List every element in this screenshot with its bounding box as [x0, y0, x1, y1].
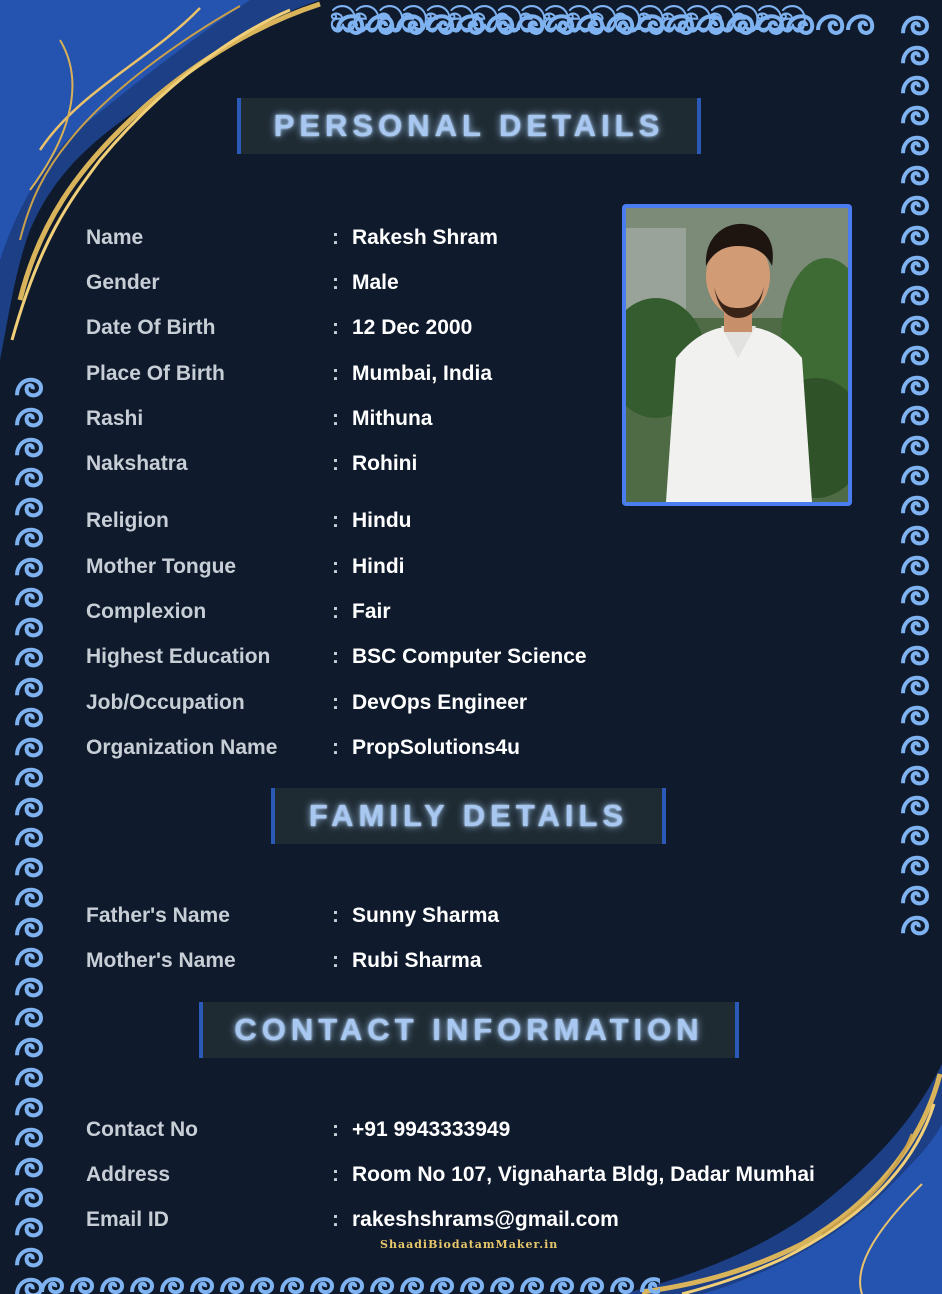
personal-detail-value: Hindu	[352, 509, 412, 532]
personal-detail-value: PropSolutions4u	[352, 736, 520, 759]
separator-colon: :	[332, 316, 339, 339]
personal-detail-label: Mother Tongue	[86, 555, 237, 578]
contact-detail-value: Room No 107, Vignaharta Bldg, Dadar Mumhai	[352, 1163, 815, 1186]
personal-detail-label: Place Of Birth	[86, 362, 225, 385]
personal-detail-row	[86, 733, 520, 763]
separator-colon: :	[332, 736, 339, 759]
personal-detail-value: Mithuna	[352, 407, 433, 430]
personal-detail-label: Nakshatra	[86, 452, 188, 475]
personal-detail-row	[86, 449, 417, 479]
personal-detail-label: Name	[86, 226, 144, 249]
personal-detail-label: Gender	[86, 271, 160, 294]
family-detail-label: Father's Name	[86, 904, 230, 927]
swirl-border-icon	[334, 6, 894, 40]
swirl-border-icon	[40, 1274, 660, 1294]
separator-colon: :	[332, 407, 339, 430]
separator-colon: :	[332, 271, 339, 294]
family-detail-label: Mother's Name	[86, 949, 236, 972]
contact-detail-row	[86, 1115, 510, 1145]
separator-colon: :	[332, 691, 339, 714]
personal-detail-row	[86, 688, 527, 718]
section-title-contact: CONTACT INFORMATION	[199, 1002, 739, 1058]
personal-detail-value: Fair	[352, 600, 391, 623]
personal-detail-label: Highest Education	[86, 645, 271, 668]
personal-detail-row	[86, 642, 587, 672]
separator-colon: :	[332, 904, 339, 927]
separator-colon: :	[332, 555, 339, 578]
personal-detail-label: Religion	[86, 509, 169, 532]
personal-detail-label: Organization Name	[86, 736, 278, 759]
separator-colon: :	[332, 600, 339, 623]
personal-detail-row	[86, 506, 411, 536]
personal-detail-row	[86, 597, 391, 627]
personal-detail-label: Rashi	[86, 407, 144, 430]
personal-detail-row	[86, 223, 498, 253]
contact-detail-row	[86, 1160, 815, 1190]
separator-colon: :	[332, 452, 339, 475]
section-title-family: FAMILY DETAILS	[271, 788, 666, 844]
swirl-border-icon	[898, 10, 932, 950]
contact-detail-label: Contact No	[86, 1118, 198, 1141]
personal-detail-row	[86, 268, 399, 298]
profile-photo-illustration	[626, 208, 848, 502]
personal-detail-value: 12 Dec 2000	[352, 316, 473, 339]
personal-detail-value: Male	[352, 271, 399, 294]
personal-detail-value: Rohini	[352, 452, 418, 475]
personal-detail-row	[86, 552, 405, 582]
watermark: ShaadiBiodatamMaker.in	[380, 1238, 559, 1251]
personal-detail-label: Date Of Birth	[86, 316, 216, 339]
separator-colon: :	[332, 645, 339, 668]
separator-colon: :	[332, 362, 339, 385]
personal-detail-value: Hindi	[352, 555, 405, 578]
swirl-border-icon	[12, 372, 46, 1294]
personal-detail-label: Job/Occupation	[86, 691, 245, 714]
personal-detail-label: Complexion	[86, 600, 207, 623]
personal-detail-row	[86, 404, 432, 434]
section-title-personal: PERSONAL DETAILS	[237, 98, 701, 154]
personal-detail-row	[86, 313, 472, 343]
contact-detail-value: +91 9943333949	[352, 1118, 511, 1141]
personal-detail-value: BSC Computer Science	[352, 645, 587, 668]
family-detail-row	[86, 946, 482, 976]
separator-colon: :	[332, 1118, 339, 1141]
contact-detail-row	[86, 1205, 619, 1235]
contact-detail-label: Address	[86, 1163, 171, 1186]
personal-detail-value: Mumbai, India	[352, 362, 493, 385]
personal-detail-value: Rakesh Shram	[352, 226, 498, 249]
family-detail-row	[86, 901, 499, 931]
profile-photo	[622, 204, 852, 506]
separator-colon: :	[332, 949, 339, 972]
personal-detail-row	[86, 359, 492, 389]
swirl-border-icon: ඞඞඞඞඞඞඞඞඞඞඞඞඞඞඞඞඞඞඞඞ	[330, 2, 804, 41]
contact-detail-value: rakeshshrams@gmail.com	[352, 1208, 619, 1231]
separator-colon: :	[332, 1208, 339, 1231]
contact-detail-label: Email ID	[86, 1208, 169, 1231]
family-detail-value: Rubi Sharma	[352, 949, 482, 972]
separator-colon: :	[332, 1163, 339, 1186]
separator-colon: :	[332, 226, 339, 249]
gold-wave-corner-icon	[0, 0, 330, 360]
personal-detail-value: DevOps Engineer	[352, 691, 528, 714]
separator-colon: :	[332, 509, 339, 532]
family-detail-value: Sunny Sharma	[352, 904, 500, 927]
